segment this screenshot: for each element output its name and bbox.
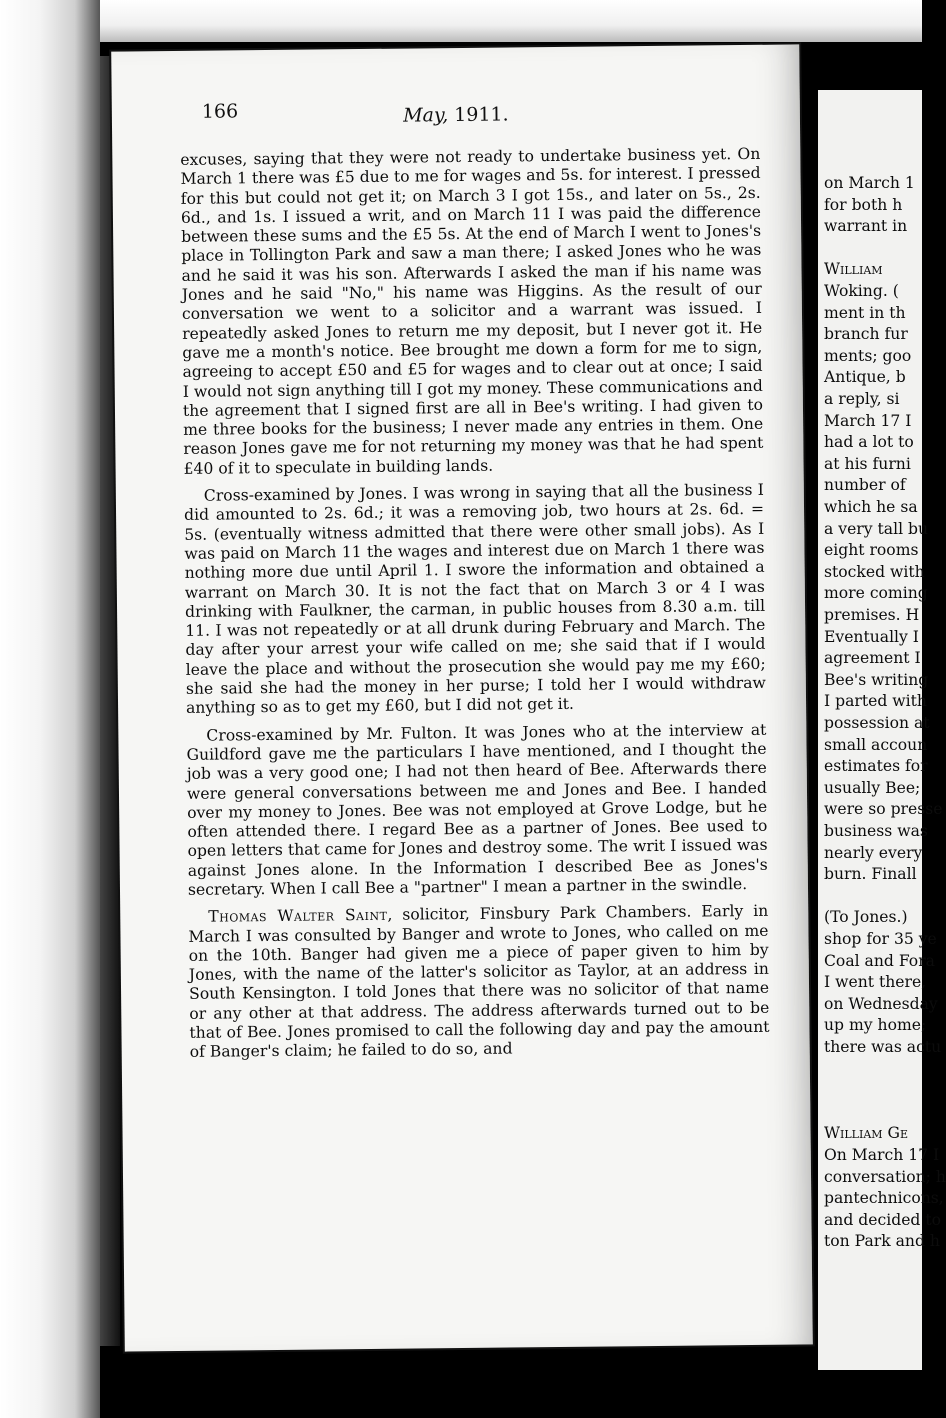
running-head-month: May,	[403, 104, 449, 127]
right-page-line: possession at	[824, 714, 930, 732]
right-page-line: ments; goo	[824, 346, 912, 365]
right-page-line: for both h	[824, 195, 903, 214]
right-page-line: warrant in	[824, 217, 908, 236]
right-page-fragment	[818, 90, 946, 1370]
right-page-line: shop for 35 ye	[824, 930, 937, 948]
running-head	[202, 101, 710, 128]
left-page	[111, 44, 813, 1351]
witness-testimony: , solicitor, Finsbury Park Chambers. Early in March I was consulted by Banger and wrote to Jones, who called on me on the 10th. Banger had given me a piece of paper given to him by Jones, with the name of the latter's solicitor as Taylor, at an address in South Kensington. I told Jones that there was no solicitor of that name or any other at that address. The address afterwards turned out to be that of Bee. Jones promised to call the following day and pay the amount of Banger's claim; he failed to do so, and	[188, 902, 770, 1062]
right-page-line: which he sa	[824, 498, 918, 516]
paragraph-cross-examined-fulton: Cross-examined by Mr. Fulton. It was Jones who at the interview at Guildford gave me the particulars I have mentioned, and I thought the job was a very good one; I had not then heard of Bee. Afterwards there were general conversations between me and Jones and Bee. I handed over my money to Jones. Bee was not employed at Grove Lodge, but he often attended there. I regard Bee as a partner of Jones. Bee used to open letters that came for Jones and destroy some. The writ I issued was against Jones alone. In the Information I described Bee as Jones's secretary. When I call Bee a "partner" I mean a partner in the swindle.	[186, 720, 768, 899]
right-page-line: estimates for	[824, 757, 928, 776]
right-page-line: Eventually I	[824, 627, 919, 646]
paragraph-continuation: excuses, saying that they were not ready to undertake business yet. On March 1 there was £5 due to me for wages and 5s. for interest. I pressed for this but could not get it; on March 3 I got 15s., and later on 5s., 2s. 6d., and 1s. I issued a writ, and on March 11 I was paid the difference between these sums and the £5 5s. At the end of March I went to Jones's place in Tollington Park and saw a man there; I asked Jones who he was and he said it was his son. Afterwards I asked the man if his name was Jones and he said "No," his name was Higgins. As the result of our conversation we went to a solicitor and a warrant was issued. I repeatedly asked Jones to return me my deposit, but I never got it. He gave me a month's notice. Bee brought me down a form for me to sign, agreeing to accept £50 and £5 for wages and to clear out at once; I said I would not sign anything till I got my money. These communications and the agreement that I signed first are all in Bee's writing. I had given to me three books for the business; I never made any entries in them. One reason Jones gave me for not returning my money was that he had spent £40 of it to speculate in building lands.	[180, 144, 764, 478]
running-head-year: 1911.	[448, 103, 509, 127]
page-number: 166	[201, 100, 239, 123]
right-page-line: William Ge	[824, 1124, 908, 1143]
right-page-line: up my home;	[824, 1016, 927, 1035]
right-page-line: burn. Finall	[824, 865, 917, 884]
right-page-line: I parted with	[824, 692, 927, 711]
right-page-line: business was	[824, 822, 928, 840]
right-page-line: Coal and Fora	[824, 951, 935, 970]
right-page-line: on Wednesday	[824, 994, 938, 1013]
right-page-line: premises. H	[824, 606, 920, 624]
right-page-line: Woking. (	[824, 282, 899, 300]
right-page-line: ton Park and h	[824, 1232, 940, 1251]
right-page-line: more coming	[824, 584, 928, 603]
right-page-line: branch fur	[824, 325, 908, 344]
right-page-line: nearly every	[824, 843, 923, 862]
scan-top-strip	[0, 0, 922, 42]
right-page-line: conversation; h	[824, 1167, 946, 1186]
right-page-line: March 17 I	[824, 411, 912, 430]
right-page-line: and decided to	[824, 1210, 942, 1229]
right-page-line: small accoun	[824, 735, 928, 754]
right-page-line: (To Jones.)	[824, 908, 908, 927]
paragraph-witness-saint	[188, 902, 770, 1062]
right-page-line: ment in th	[824, 303, 906, 322]
right-page-line: there was actu	[824, 1038, 942, 1056]
right-page-line: on March 1	[824, 174, 915, 192]
right-page-line: usually Bee;	[824, 778, 921, 797]
witness-name: Thomas Walter Saint	[208, 906, 388, 926]
page-body	[180, 145, 770, 1071]
right-page-line: number of	[824, 476, 906, 495]
right-page-line: a very tall bu	[824, 519, 929, 538]
right-page-line: were so presse	[824, 800, 943, 819]
right-page-line: On March 17 I	[824, 1146, 940, 1164]
scan-left-margin	[0, 0, 100, 1418]
right-page-line: pantechnicons,	[824, 1189, 944, 1208]
right-page-line: Antique, b	[824, 368, 906, 387]
right-page-line: eight rooms	[824, 541, 919, 560]
right-page-line: at his furni	[824, 454, 911, 473]
right-page-line: had a lot to	[824, 433, 914, 452]
right-page-line: stocked with	[824, 562, 925, 581]
right-page-line: Bee's writing	[824, 670, 929, 689]
right-page-line: I went there,	[824, 973, 927, 992]
paragraph-cross-examined-jones: Cross-examined by Jones. I was wrong in saying that all the business I did amounted to 2s. 6d.; it was a removing job, two hours at 2s. 6d. = 5s. (eventually witness admitted that there were other small jobs). As I was paid on March 11 the wages and interest due on March 1 there was nothing more due until April 1. I swore the information and obtained a warrant on March 30. It is not the fact that on March 3 or 4 I was drinking with Faulkner, the carman, in public houses from 8.30 a.m. till 11. I was not repeatedly or at all drunk during February and March. The day after your arrest your wife called on me; she said that if I would leave the place and without the prosecution she would pay me my £60; she said she had the money in her purse; I told her I would withdraw anything so as to get my £60, but I did not get it.	[183, 480, 766, 718]
right-page-line: William	[824, 260, 883, 279]
page-header	[202, 93, 710, 138]
right-page-line: a reply, si	[824, 390, 900, 408]
right-page-line: agreement I	[824, 649, 921, 668]
